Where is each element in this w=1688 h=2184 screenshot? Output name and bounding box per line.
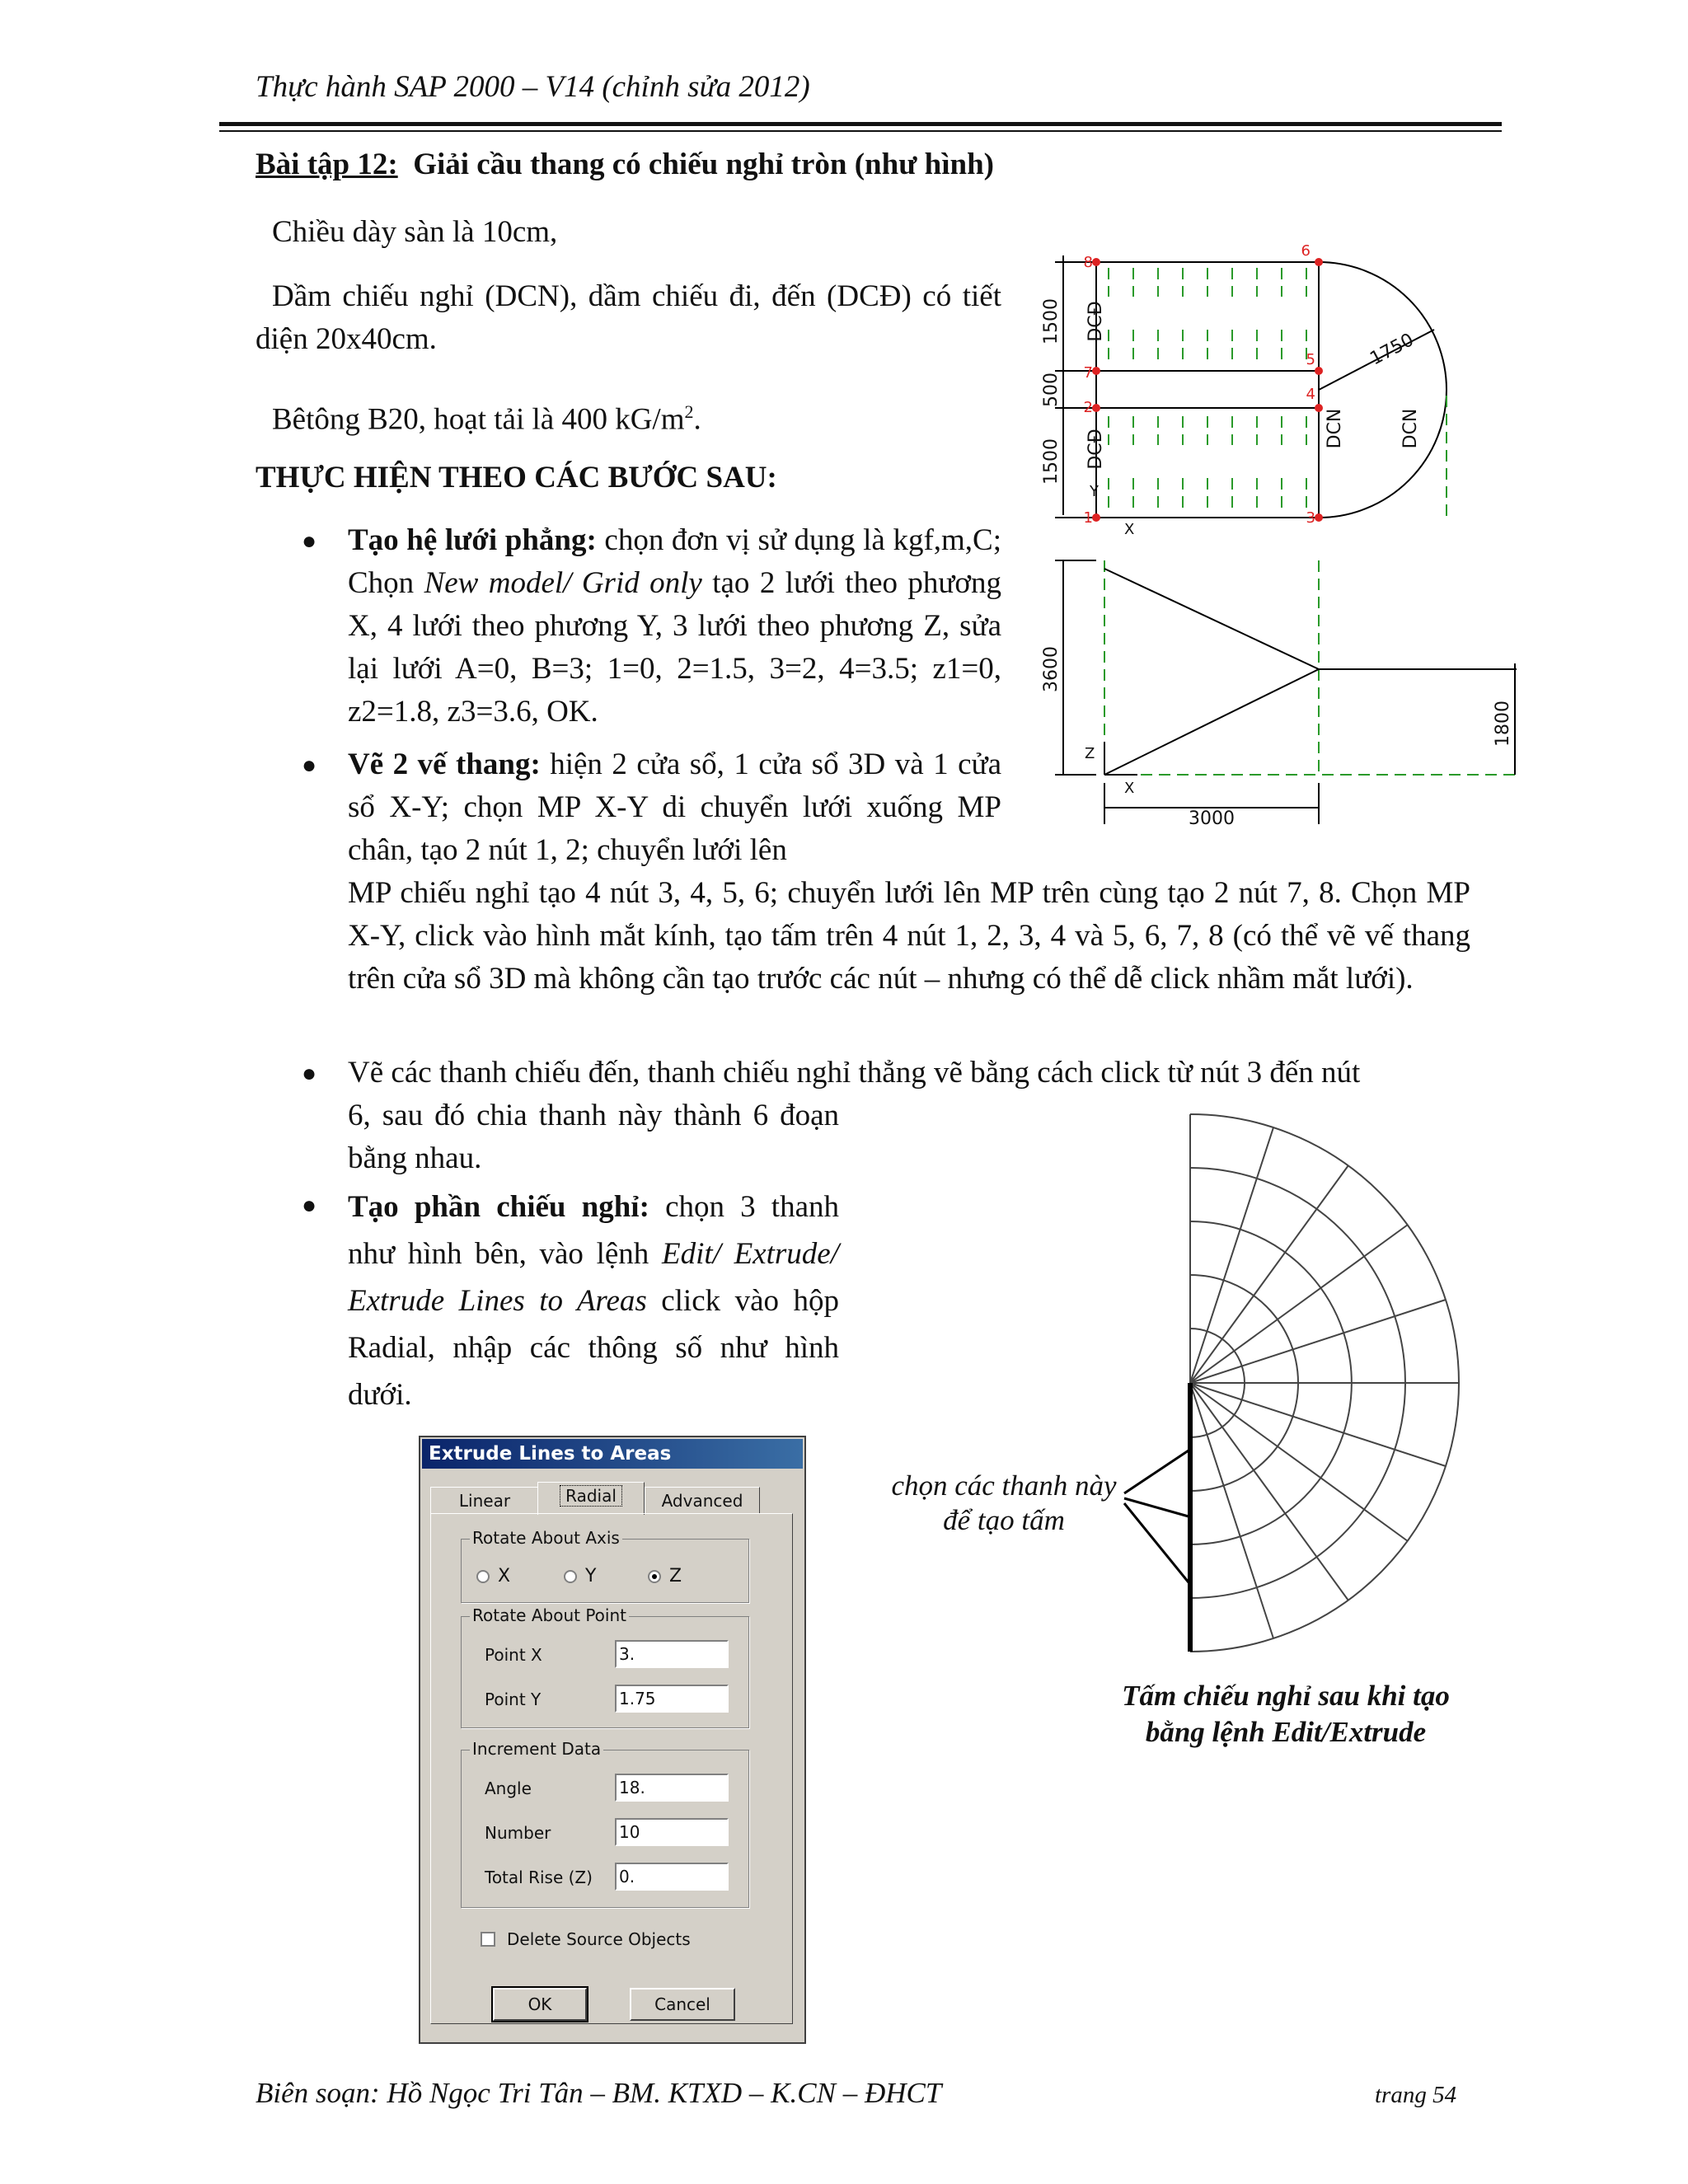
- step-1-bold: Tạo hệ lưới phẳng:: [348, 523, 597, 557]
- node-8: 8: [1083, 254, 1093, 271]
- plan-axis-x: X: [1124, 521, 1135, 538]
- landing-mesh-figure: [857, 1104, 1517, 1673]
- dialog-title: Extrude Lines to Areas: [422, 1439, 803, 1469]
- number-label: Number: [485, 1823, 551, 1843]
- radio-z-dot: [648, 1570, 661, 1583]
- beam-dcd-top: DCĐ: [1085, 301, 1106, 342]
- header-rule-thin: [219, 130, 1502, 132]
- node-3: 3: [1306, 509, 1315, 527]
- footer-author: Biên soạn: Hồ Ngọc Tri Tân – BM. KTXD – K.CN – ĐHCT: [256, 2077, 942, 2109]
- intro-concrete-sup: 2: [684, 401, 694, 422]
- elev-axis-x: X: [1124, 780, 1135, 797]
- ok-button[interactable]: OK: [493, 1988, 587, 2021]
- header-rule-thick: [219, 122, 1502, 126]
- point-x-input[interactable]: 3.: [615, 1640, 729, 1668]
- figure-caption-line2: bằng lệnh Edit/Extrude: [1145, 1716, 1427, 1748]
- exercise-label: Bài tập 12:: [256, 148, 398, 181]
- beam-dcd-bottom: DCĐ: [1085, 429, 1106, 470]
- bullet-2: ●: [302, 752, 317, 779]
- step-2-bold: Vẽ 2 vế thang:: [348, 748, 541, 781]
- elev-landing: 1800: [1493, 701, 1513, 747]
- delete-source-label: Delete Source Objects: [507, 1929, 691, 1949]
- total-rise-input[interactable]: 0.: [615, 1863, 729, 1891]
- node-6: 6: [1301, 242, 1311, 260]
- step-4-text: chọn 3 thanh như hình bên, vào lệnh: [348, 1190, 840, 1271]
- beam-dcn-outer: DCN: [1400, 408, 1421, 449]
- bullet-4: ●: [302, 1192, 317, 1219]
- bullet-3: ●: [302, 1060, 317, 1087]
- cancel-button[interactable]: Cancel: [630, 1988, 735, 2021]
- radio-y-dot: [564, 1570, 577, 1583]
- intro-beams: Dầm chiếu nghỉ (DCN), dầm chiếu đi, đến (DCĐ) có tiết diện 20x40cm.: [256, 279, 1001, 356]
- tab-radial-label: Radial: [560, 1485, 622, 1507]
- tab-radial[interactable]: [537, 1482, 645, 1515]
- figure-note-line1: chọn các thanh này: [891, 1469, 1117, 1502]
- dim-1500-bottom: 1500: [1041, 438, 1062, 485]
- stair-plan-figure: [1022, 231, 1533, 841]
- footer-page-number: trang 54: [1375, 2082, 1457, 2108]
- radio-z[interactable]: [648, 1566, 682, 1586]
- exercise-title: [256, 147, 994, 182]
- elev-axis-z: Z: [1085, 745, 1095, 762]
- step-1-text: chọn đơn vị sử dụng là kgf,m,C; Chọn: [348, 523, 1002, 600]
- node-5: 5: [1306, 351, 1315, 368]
- step-3-cont: 6, sau đó chia thanh này thành 6 đoạn bằng nhau.: [348, 1099, 839, 1175]
- beam-dcn-inner: DCN: [1325, 408, 1345, 449]
- figure-note: [872, 1469, 1136, 1538]
- rotate-axis-label: Rotate About Axis: [470, 1528, 622, 1548]
- dim-500: 500: [1041, 373, 1062, 407]
- delete-source-checkbox[interactable]: [481, 1929, 691, 1949]
- rotate-point-label: Rotate About Point: [470, 1605, 629, 1625]
- elev-height: 3600: [1041, 646, 1062, 692]
- increment-label: Increment Data: [470, 1739, 603, 1759]
- radio-x[interactable]: [476, 1566, 510, 1586]
- step-2-cont: MP chiếu nghỉ tạo 4 nút 3, 4, 5, 6; chuyển lưới lên MP trên cùng tạo 2 nút 7, 8. Chọn MP X-Y, click vào hình mắt kính, tạo tấm trên 4 nút 1, 2, 3, 4 và 5, 6, 7, 8 (có thể vẽ vế thang trên cửa sổ 3D mà không cần tạo trước các nút – nhưng có thể dễ click nhầm mắt lưới).: [348, 876, 1470, 996]
- exercise-heading: Giải cầu thang có chiếu nghỉ tròn (như hình): [413, 148, 994, 181]
- node-4: 4: [1306, 386, 1315, 403]
- tab-advanced[interactable]: Advanced: [645, 1487, 760, 1513]
- step-4: [348, 1183, 839, 1418]
- step-4-text2: click vào hộp Radial, nhập các thông số như hình dưới.: [348, 1284, 839, 1412]
- step-1-text2: tạo 2 lưới theo phương X, 4 lưới theo phương Y, 3 lưới theo phương Z, sửa lại lưới A=0, B=3; 1=0, 2=1.5, 3=2, 4=3.5; z1=0, z2=1.8, z3=3.6, OK.: [348, 566, 1001, 729]
- dim-1500-top: 1500: [1041, 298, 1062, 344]
- step-2-text: hiện 2 cửa sổ, 1 cửa sổ 3D và 1 cửa sổ X-Y; chọn MP X-Y di chuyển lưới xuống MP chân, tạo 2 nút 1, 2; chuyển lưới lên: [348, 748, 1001, 867]
- figure-caption: [1063, 1678, 1508, 1750]
- intro-concrete-text: Bêtông B20, hoạt tải là 400 kG/m: [272, 402, 685, 437]
- rotate-point-group: [461, 1605, 749, 1728]
- radio-z-label: Z: [669, 1566, 682, 1586]
- point-x-label: Point X: [485, 1645, 542, 1665]
- total-rise-label: Total Rise (Z): [485, 1868, 593, 1887]
- point-y-label: Point Y: [485, 1690, 542, 1709]
- dim-radius: 1750: [1367, 330, 1418, 370]
- step-1-italic: New model/ Grid only: [424, 566, 702, 600]
- radio-x-dot: [476, 1570, 490, 1583]
- elev-width: 3000: [1189, 808, 1235, 829]
- step-3: Vẽ các thanh chiếu đến, thanh chiếu nghỉ thẳng vẽ bằng cách click từ nút 3 đến nút: [348, 1056, 1361, 1090]
- figure-note-line2: để tạo tấm: [943, 1504, 1065, 1536]
- delete-source-box: [481, 1932, 495, 1947]
- extrude-dialog: [419, 1436, 806, 2044]
- node-7: 7: [1083, 364, 1093, 382]
- plan-axis-y: Y: [1090, 483, 1099, 500]
- rotate-axis-group: [461, 1528, 749, 1603]
- step-1: [348, 519, 1001, 733]
- radio-y[interactable]: [564, 1566, 596, 1586]
- intro-thickness: Chiều dày sàn là 10cm,: [272, 215, 558, 249]
- radio-x-label: X: [498, 1566, 511, 1586]
- radial-panel: [430, 1513, 793, 2024]
- step-2: [348, 743, 1001, 872]
- intro-concrete-end: .: [693, 402, 701, 437]
- node-2: 2: [1083, 399, 1093, 416]
- bullet-1: ●: [302, 527, 317, 555]
- tab-linear[interactable]: Linear: [430, 1487, 539, 1513]
- increment-group: [461, 1739, 749, 1908]
- number-input[interactable]: 10: [615, 1818, 729, 1846]
- page-header-title: Thực hành SAP 2000 – V14 (chỉnh sửa 2012): [256, 70, 810, 104]
- angle-input[interactable]: 18.: [615, 1774, 729, 1802]
- angle-label: Angle: [485, 1779, 532, 1798]
- step-4-bold: Tạo phần chiếu nghỉ:: [348, 1190, 649, 1224]
- radio-y-label: Y: [585, 1566, 597, 1586]
- node-1: 1: [1083, 509, 1093, 527]
- intro-concrete: [272, 391, 701, 441]
- steps-heading: THỰC HIỆN THEO CÁC BƯỚC SAU:: [256, 461, 777, 494]
- point-y-input[interactable]: 1.75: [615, 1685, 729, 1713]
- figure-caption-line1: Tấm chiếu nghỉ sau khi tạo: [1122, 1680, 1450, 1712]
- step-4-italic: Edit/ Extrude/ Extrude Lines to Areas: [348, 1237, 839, 1318]
